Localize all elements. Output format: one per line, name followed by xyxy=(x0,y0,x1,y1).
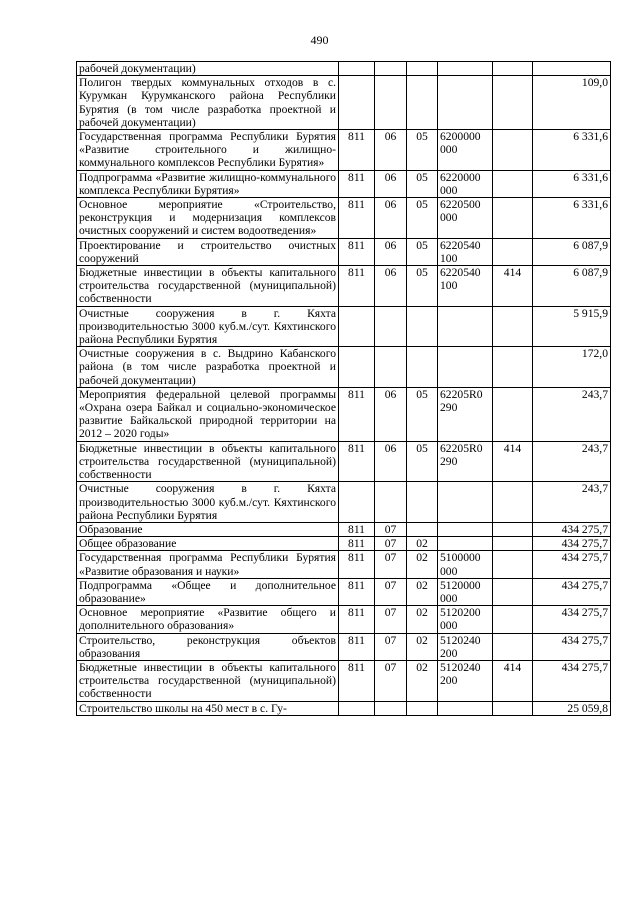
cell-amount: 6 331,6 xyxy=(533,198,611,239)
cell-subsection-code: 02 xyxy=(407,660,438,701)
cell-amount: 5 915,9 xyxy=(533,306,611,347)
cell-target-article xyxy=(438,306,493,347)
cell-subsection-code xyxy=(407,62,438,76)
cell-name: Бюджетные инвестиции в объекты капитального строительства государственной (муниципальной) собственности xyxy=(77,441,339,482)
cell-section-code xyxy=(375,482,407,523)
cell-target-article xyxy=(438,347,493,388)
cell-amount: 434 275,7 xyxy=(533,551,611,578)
cell-subsection-code xyxy=(407,306,438,347)
cell-target-article: 6220500 000 xyxy=(438,198,493,239)
cell-expense-type xyxy=(493,76,533,130)
cell-section-code: 07 xyxy=(375,551,407,578)
cell-expense-type xyxy=(493,578,533,605)
cell-target-article xyxy=(438,701,493,715)
cell-section-code: 06 xyxy=(375,238,407,265)
cell-amount: 6 087,9 xyxy=(533,266,611,307)
cell-name: Полигон твердых коммунальных отходов в с. Курумкан Курумканского района Республики Бурятия (в том числе разработка проектной и рабочей документации) xyxy=(77,76,339,130)
cell-grbs-code xyxy=(339,76,375,130)
cell-target-article xyxy=(438,522,493,536)
cell-name: рабочей документации) xyxy=(77,62,339,76)
table-row xyxy=(77,701,611,715)
cell-expense-type: 414 xyxy=(493,660,533,701)
table-row xyxy=(77,62,611,76)
cell-grbs-code: 811 xyxy=(339,633,375,660)
cell-grbs-code xyxy=(339,482,375,523)
cell-target-article xyxy=(438,62,493,76)
cell-name: Строительство школы на 450 мест в с. Гу- xyxy=(77,701,339,715)
table-row xyxy=(77,606,611,633)
cell-name: Подпрограмма «Развитие жилищно-коммунального комплекса Республики Бурятия» xyxy=(77,170,339,197)
cell-target-article: 62205R0 290 xyxy=(438,387,493,441)
cell-name: Очистные сооружения в г. Кяхта производительностью 3000 куб.м./сут. Кяхтинского района Республики Бурятия xyxy=(77,482,339,523)
cell-section-code xyxy=(375,62,407,76)
cell-section-code xyxy=(375,76,407,130)
cell-section-code: 07 xyxy=(375,522,407,536)
cell-name: Проектирование и строительство очистных сооружений xyxy=(77,238,339,265)
cell-target-article: 5100000 000 xyxy=(438,551,493,578)
cell-section-code: 06 xyxy=(375,170,407,197)
cell-expense-type xyxy=(493,482,533,523)
cell-grbs-code xyxy=(339,306,375,347)
cell-amount: 109,0 xyxy=(533,76,611,130)
cell-target-article xyxy=(438,482,493,523)
cell-section-code: 07 xyxy=(375,537,407,551)
cell-grbs-code: 811 xyxy=(339,522,375,536)
cell-amount: 434 275,7 xyxy=(533,660,611,701)
cell-section-code: 06 xyxy=(375,441,407,482)
table-row xyxy=(77,238,611,265)
cell-grbs-code: 811 xyxy=(339,660,375,701)
cell-grbs-code: 811 xyxy=(339,198,375,239)
cell-amount: 243,7 xyxy=(533,387,611,441)
cell-target-article xyxy=(438,76,493,130)
cell-target-article: 5120200 000 xyxy=(438,606,493,633)
cell-name: Очистные сооружения в г. Кяхта производительностью 3000 куб.м./сут. Кяхтинского района Республики Бурятия xyxy=(77,306,339,347)
cell-expense-type xyxy=(493,606,533,633)
table-row xyxy=(77,537,611,551)
cell-amount: 434 275,7 xyxy=(533,578,611,605)
cell-subsection-code xyxy=(407,522,438,536)
cell-section-code: 06 xyxy=(375,387,407,441)
cell-grbs-code: 811 xyxy=(339,387,375,441)
table-row xyxy=(77,347,611,388)
cell-section-code xyxy=(375,306,407,347)
cell-name: Бюджетные инвестиции в объекты капитального строительства государственной (муниципальной) собственности xyxy=(77,266,339,307)
cell-grbs-code: 811 xyxy=(339,441,375,482)
cell-grbs-code: 811 xyxy=(339,578,375,605)
cell-target-article: 62205R0 290 xyxy=(438,441,493,482)
cell-section-code: 07 xyxy=(375,633,407,660)
cell-amount: 172,0 xyxy=(533,347,611,388)
cell-expense-type xyxy=(493,551,533,578)
cell-target-article xyxy=(438,537,493,551)
cell-expense-type xyxy=(493,306,533,347)
cell-subsection-code xyxy=(407,347,438,388)
cell-amount: 434 275,7 xyxy=(533,522,611,536)
cell-amount: 6 331,6 xyxy=(533,130,611,171)
cell-name: Основное мероприятие «Строительство, реконструкция и модернизация комплексов очистных сооружений и систем водоотведения» xyxy=(77,198,339,239)
cell-subsection-code: 05 xyxy=(407,441,438,482)
table-row xyxy=(77,551,611,578)
cell-expense-type: 414 xyxy=(493,441,533,482)
cell-section-code: 06 xyxy=(375,130,407,171)
cell-expense-type xyxy=(493,62,533,76)
page-number: 490 xyxy=(310,33,329,47)
cell-name: Основное мероприятие «Развитие общего и дополнительного образования» xyxy=(77,606,339,633)
cell-target-article: 6220000 000 xyxy=(438,170,493,197)
cell-grbs-code: 811 xyxy=(339,170,375,197)
cell-name: Очистные сооружения в с. Выдрино Кабанского района (в том числе разработка проектной и рабочей документации) xyxy=(77,347,339,388)
cell-expense-type xyxy=(493,198,533,239)
table-row xyxy=(77,660,611,701)
budget-table xyxy=(76,61,611,716)
cell-target-article: 5120000 000 xyxy=(438,578,493,605)
cell-grbs-code: 811 xyxy=(339,537,375,551)
cell-grbs-code xyxy=(339,701,375,715)
cell-amount: 434 275,7 xyxy=(533,633,611,660)
cell-expense-type xyxy=(493,537,533,551)
cell-subsection-code: 05 xyxy=(407,238,438,265)
table-row xyxy=(77,441,611,482)
cell-subsection-code: 05 xyxy=(407,198,438,239)
cell-grbs-code: 811 xyxy=(339,238,375,265)
cell-expense-type xyxy=(493,130,533,171)
table-row xyxy=(77,482,611,523)
cell-expense-type xyxy=(493,701,533,715)
table-row xyxy=(77,522,611,536)
cell-expense-type xyxy=(493,522,533,536)
table-row xyxy=(77,306,611,347)
table-row xyxy=(77,198,611,239)
cell-name: Мероприятия федеральной целевой программы «Охрана озера Байкал и социально-экономическое развитие Байкальской природной территории на 2012 – 2020 годы» xyxy=(77,387,339,441)
cell-section-code: 07 xyxy=(375,578,407,605)
table-row xyxy=(77,633,611,660)
table-row xyxy=(77,170,611,197)
cell-expense-type xyxy=(493,170,533,197)
cell-amount: 434 275,7 xyxy=(533,606,611,633)
cell-expense-type: 414 xyxy=(493,266,533,307)
cell-section-code: 06 xyxy=(375,266,407,307)
table-row xyxy=(77,387,611,441)
cell-section-code xyxy=(375,701,407,715)
cell-section-code xyxy=(375,347,407,388)
cell-name: Подпрограмма «Общее и дополнительное образование» xyxy=(77,578,339,605)
cell-grbs-code: 811 xyxy=(339,606,375,633)
cell-section-code: 06 xyxy=(375,198,407,239)
cell-grbs-code xyxy=(339,347,375,388)
cell-subsection-code: 02 xyxy=(407,606,438,633)
cell-name: Строительство, реконструкция объектов образования xyxy=(77,633,339,660)
cell-subsection-code xyxy=(407,482,438,523)
table-row xyxy=(77,266,611,307)
cell-subsection-code: 02 xyxy=(407,633,438,660)
cell-subsection-code: 02 xyxy=(407,551,438,578)
cell-grbs-code xyxy=(339,62,375,76)
cell-amount: 243,7 xyxy=(533,441,611,482)
cell-grbs-code: 811 xyxy=(339,551,375,578)
cell-subsection-code: 05 xyxy=(407,170,438,197)
cell-amount: 25 059,8 xyxy=(533,701,611,715)
cell-subsection-code xyxy=(407,701,438,715)
table-row xyxy=(77,130,611,171)
cell-name: Образование xyxy=(77,522,339,536)
cell-expense-type xyxy=(493,387,533,441)
cell-name: Общее образование xyxy=(77,537,339,551)
cell-target-article: 6200000 000 xyxy=(438,130,493,171)
cell-amount: 434 275,7 xyxy=(533,537,611,551)
cell-grbs-code: 811 xyxy=(339,130,375,171)
cell-name: Бюджетные инвестиции в объекты капитального строительства государственной (муниципальной) собственности xyxy=(77,660,339,701)
cell-target-article: 5120240 200 xyxy=(438,660,493,701)
budget-table-body xyxy=(77,62,611,716)
cell-section-code: 07 xyxy=(375,660,407,701)
cell-expense-type xyxy=(493,633,533,660)
cell-subsection-code: 05 xyxy=(407,387,438,441)
cell-amount: 243,7 xyxy=(533,482,611,523)
cell-expense-type xyxy=(493,238,533,265)
cell-subsection-code: 02 xyxy=(407,537,438,551)
cell-amount xyxy=(533,62,611,76)
table-row xyxy=(77,76,611,130)
cell-amount: 6 331,6 xyxy=(533,170,611,197)
cell-target-article: 6220540 100 xyxy=(438,238,493,265)
cell-grbs-code: 811 xyxy=(339,266,375,307)
cell-section-code: 07 xyxy=(375,606,407,633)
cell-subsection-code xyxy=(407,76,438,130)
cell-name: Государственная программа Республики Бурятия «Развитие образования и науки» xyxy=(77,551,339,578)
cell-target-article: 6220540 100 xyxy=(438,266,493,307)
cell-expense-type xyxy=(493,347,533,388)
cell-subsection-code: 02 xyxy=(407,578,438,605)
cell-subsection-code: 05 xyxy=(407,266,438,307)
cell-name: Государственная программа Республики Бурятия «Развитие строительного и жилищно-коммунального комплексов Республики Бурятия» xyxy=(77,130,339,171)
table-row xyxy=(77,578,611,605)
cell-target-article: 5120240 200 xyxy=(438,633,493,660)
cell-amount: 6 087,9 xyxy=(533,238,611,265)
cell-subsection-code: 05 xyxy=(407,130,438,171)
